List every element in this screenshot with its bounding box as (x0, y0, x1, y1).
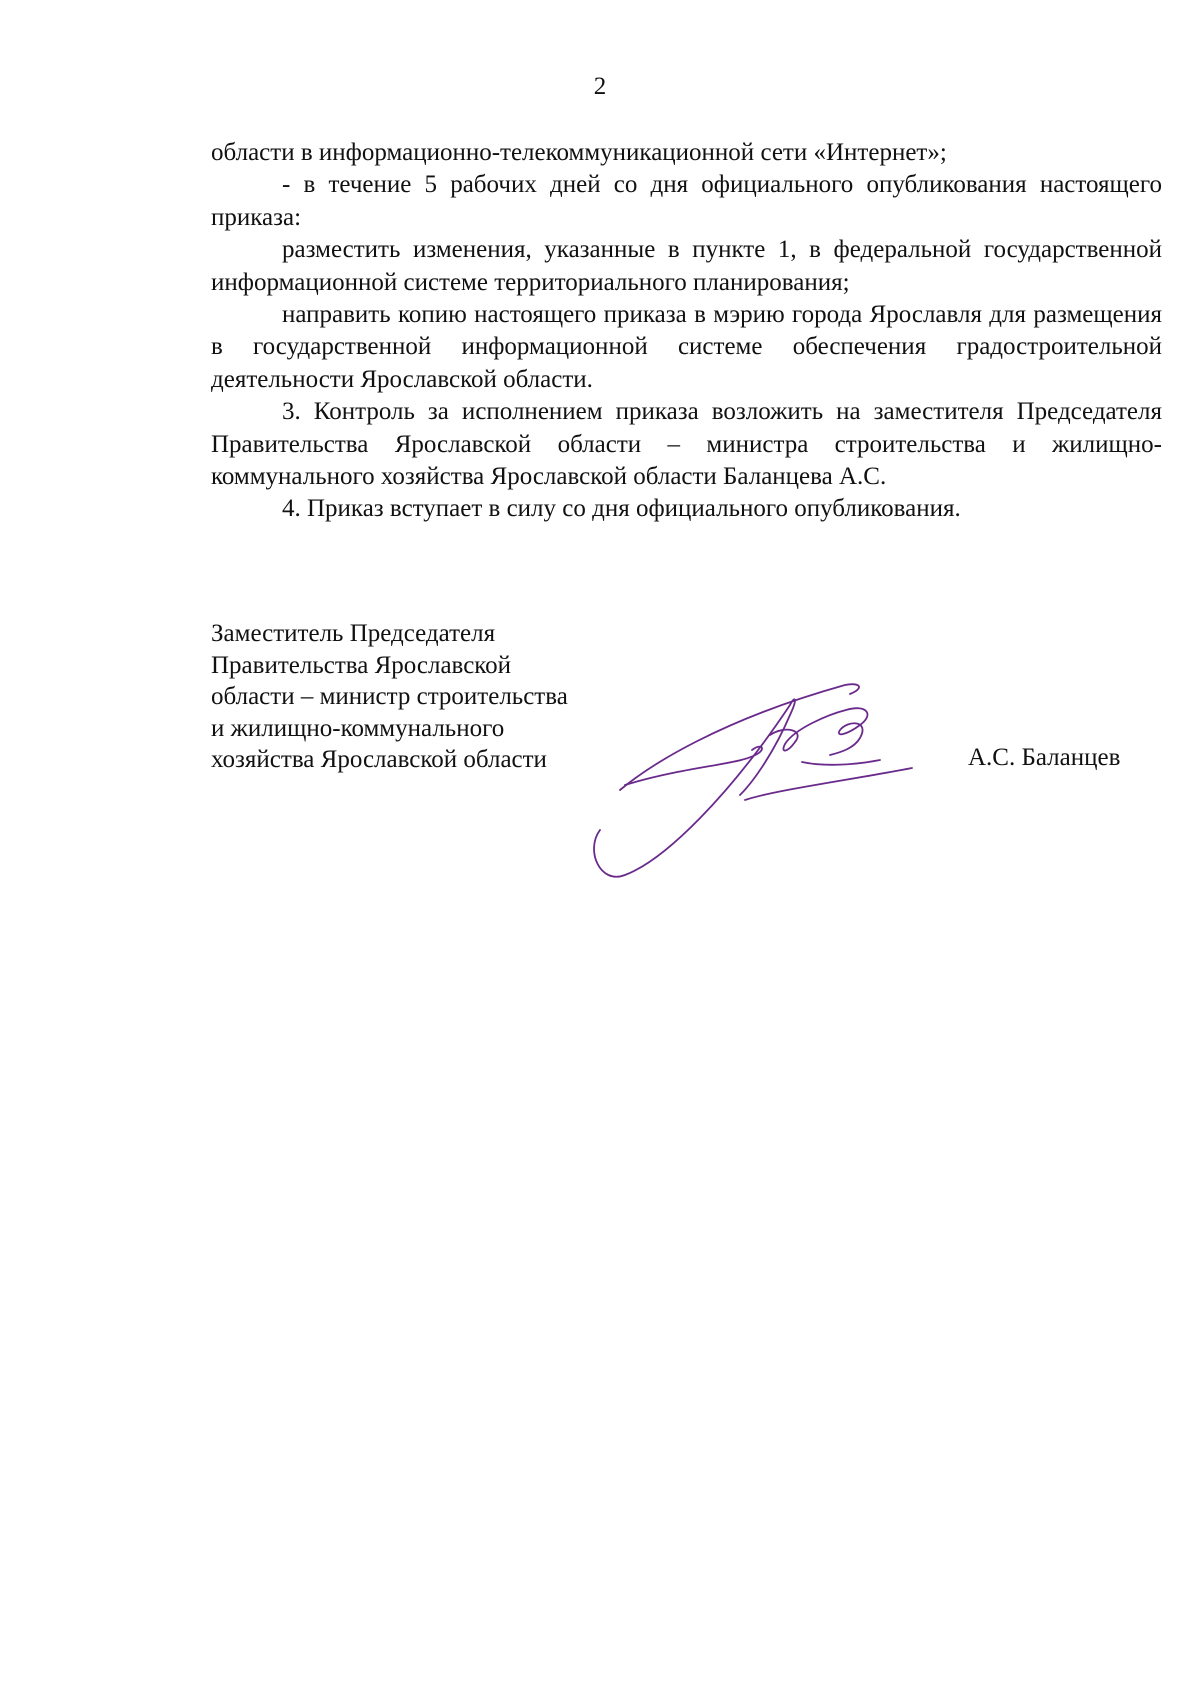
paragraph-federal-system: разместить изменения, указанные в пункте 1, в федеральной государственной информационной системе территориального планирования; (211, 236, 1162, 296)
signer-position (211, 618, 631, 776)
handwritten-signature (580, 680, 940, 880)
paragraph-control: 3. Контроль за исполнением приказа возложить на заместителя Председателя Правительства Ярославской области – министра строительства и жилищно-коммунального хозяйства Ярославской области Баланцева А.С. (211, 398, 1162, 491)
signer-position-line: и жилищно-коммунального (211, 714, 505, 742)
paragraph-send-copy: направить копию настоящего приказа в мэрию города Ярославля для размещения в государственной информационной системе обеспечения градостроительной деятельности Ярославской области. (211, 301, 1162, 393)
signer-name: А.С. Баланцев (968, 744, 1121, 771)
signer-position-line: Правительства Ярославской (211, 651, 512, 679)
signature-stroke (745, 768, 912, 800)
signer-position-line: Заместитель Председателя (211, 620, 496, 647)
signer-position-line: области – министр строительства (211, 683, 568, 710)
paragraph-continuation: области в информационно-телекоммуникационной сети «Интернет»; (211, 139, 947, 166)
page-number: 2 (593, 73, 607, 100)
signature-stroke (594, 699, 795, 876)
document-body (211, 137, 1162, 526)
signer-position-line: хозяйства Ярославской области (211, 746, 547, 773)
signature-stroke (802, 760, 880, 765)
paragraph-effective: 4. Приказ вступает в силу со дня официального опубликования. (282, 495, 961, 523)
paragraph-deadline: - в течение 5 рабочих дней со дня официального опубликования настоящего приказа: (211, 171, 1162, 231)
signature-stroke (625, 747, 762, 785)
signature-stroke (770, 708, 867, 755)
